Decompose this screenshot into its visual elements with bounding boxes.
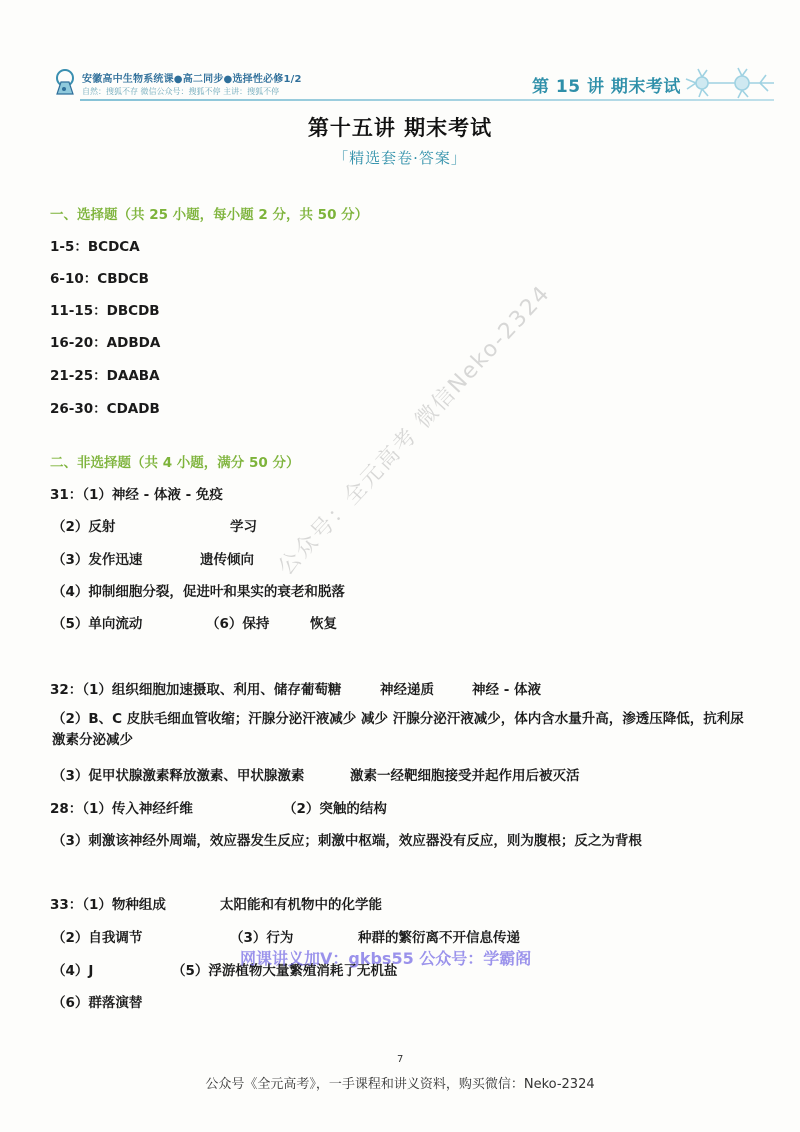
header-rule [80,99,774,101]
q28-line-1b: （2）突触的结构 [283,801,387,817]
q31-line-5c: 恢复 [310,616,337,632]
header-lesson-title: 第 15 讲 期末考试 [532,77,681,97]
q31-line-1: 31：（1）神经 - 体液 - 免疫 [50,487,223,503]
page-subtitle: 「精选套卷·答案」 [333,149,467,167]
q33-line-2c: 种群的繁衍离不开信息传递 [358,930,520,946]
q31-line-5b: （6）保持 [206,616,270,632]
q31-line-4: （4）抑制细胞分裂，促进叶和果实的衰老和脱落 [52,584,345,600]
q33-line-1a: 33：（1）物种组成 [50,897,166,913]
q32-line-3a: （3）促甲状腺激素释放激素、甲状腺激素 [52,768,305,784]
q31-line-5a: （5）单向流动 [52,616,143,632]
q31-line-2a: （2）反射 [52,519,116,535]
answer-row: 21-25：DAABA [50,368,160,384]
answer-row: 26-30：CDADB [50,401,160,417]
q31-line-2b: 学习 [230,519,257,535]
header-course-line: 安徽高中生物系统课●高二同步●选择性必修1/2 [82,74,302,85]
q33-line-4: （6）群落演替 [52,995,143,1011]
answer-row: 1-5：BCDCA [50,239,140,255]
q28-line-2: （3）刺激该神经外周端，效应器发生反应；刺激中枢端，效应器没有反应，则为腹根；反之为背根 [52,833,642,849]
q32-line-3b: 激素一经靶细胞接受并起作用后被灭活 [350,768,580,784]
q31-line-3a: （3）发作迅速 [52,552,143,568]
flask-logo-icon [52,68,78,96]
q28-line-1a: 28：（1）传入神经纤维 [50,801,193,817]
q33-line-3a: （4）J [52,963,94,979]
header-author-line: 自然：搜狐不存 微信公众号：搜狐不停 主讲：搜狐不停 [82,87,280,96]
q33-line-1b: 太阳能和有机物中的化学能 [220,897,382,913]
section-heading-nonchoice: 二、非选择题（共 4 小题，满分 50 分） [50,455,300,471]
answer-row: 16-20：ADBDA [50,335,161,351]
page-header [52,66,774,100]
q32-line-1b: 神经递质 [380,682,434,698]
q32-line-2: （2）B、C 皮肤毛细血管收缩；汗腺分泌汗液减少 减少 汗腺分泌汗液减少，体内含水量升高，渗透压降低，抗利尿激素分泌减少 [52,711,744,748]
q33-line-2b: （3）行为 [230,930,294,946]
q33-line-2a: （2）自我调节 [52,930,143,946]
answer-row: 11-15：DBCDB [50,303,160,319]
diagonal-watermark: 公众号：全元高考 微信Neko-2324 [273,280,556,581]
q31-line-3b: 遗传倾向 [200,552,254,568]
answer-row: 6-10：CBDCB [50,271,149,287]
section-heading-choice: 一、选择题（共 25 小题，每小题 2 分，共 50 分） [50,207,369,223]
page-number: 7 [397,1054,404,1065]
q33-line-3b: （5）浮游植物大量繁殖消耗了无机盐 [172,963,398,979]
q32-line-1a: 32：（1）组织细胞加速摄取、利用、储存葡萄糖 [50,682,342,698]
footer-notice: 公众号《全元高考》，一手课程和讲义资料，购买微信：Neko-2324 [205,1077,595,1092]
blue-watermark: 网课讲义加V：gkbs55 公众号：学霸阁 [240,949,532,968]
page-title: 第十五讲 期末考试 [307,115,493,140]
q32-line-1c: 神经 - 体液 [472,682,542,698]
neuron-decoration-icon [680,66,776,100]
